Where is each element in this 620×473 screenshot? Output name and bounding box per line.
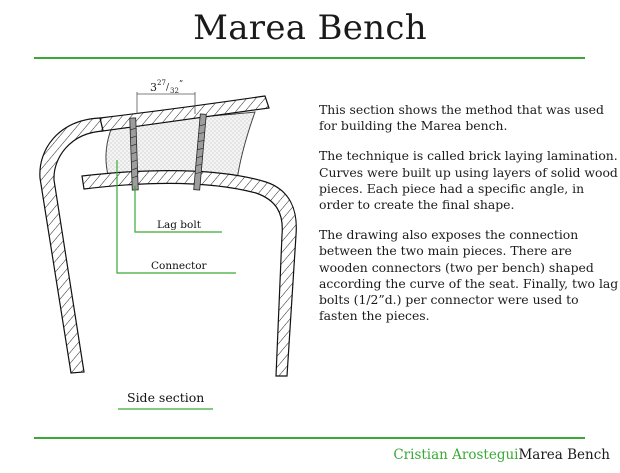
connector-label: Connector (151, 260, 207, 272)
footer-project: Marea Bench (518, 447, 610, 463)
dimension-unit: ” (179, 79, 184, 88)
footer (393, 447, 610, 463)
side-section-caption: Side section (127, 390, 205, 405)
page-title: Marea Bench (193, 8, 427, 48)
paragraph-technique: The technique is called brick laying lamination. Curves were built up using layers of solid wood pieces. Each piece had a specific angle, in order to create the final shape. (319, 148, 618, 213)
dimension-whole: 3 (150, 81, 157, 94)
footer-author: Cristian Arostegui (393, 447, 519, 463)
paragraph-method: This section shows the method that was used for building the Marea bench. (319, 102, 604, 134)
dimension-fraction-slash: / (166, 83, 170, 93)
bottom-divider (34, 437, 585, 439)
paragraph-connection: The drawing also exposes the connection between the two main pieces. There are wooden connectors (two per bench) shaped according the curve of the seat. Finally, two lag bolts (1/2”d.) per connector were used to fasten the pieces. (319, 227, 619, 324)
dimension-denominator: 32 (170, 87, 179, 95)
description (319, 102, 619, 338)
lag-bolt-label: Lag bolt (157, 219, 201, 231)
outer-frame (40, 118, 103, 373)
dimension-numerator: 27 (157, 79, 166, 87)
